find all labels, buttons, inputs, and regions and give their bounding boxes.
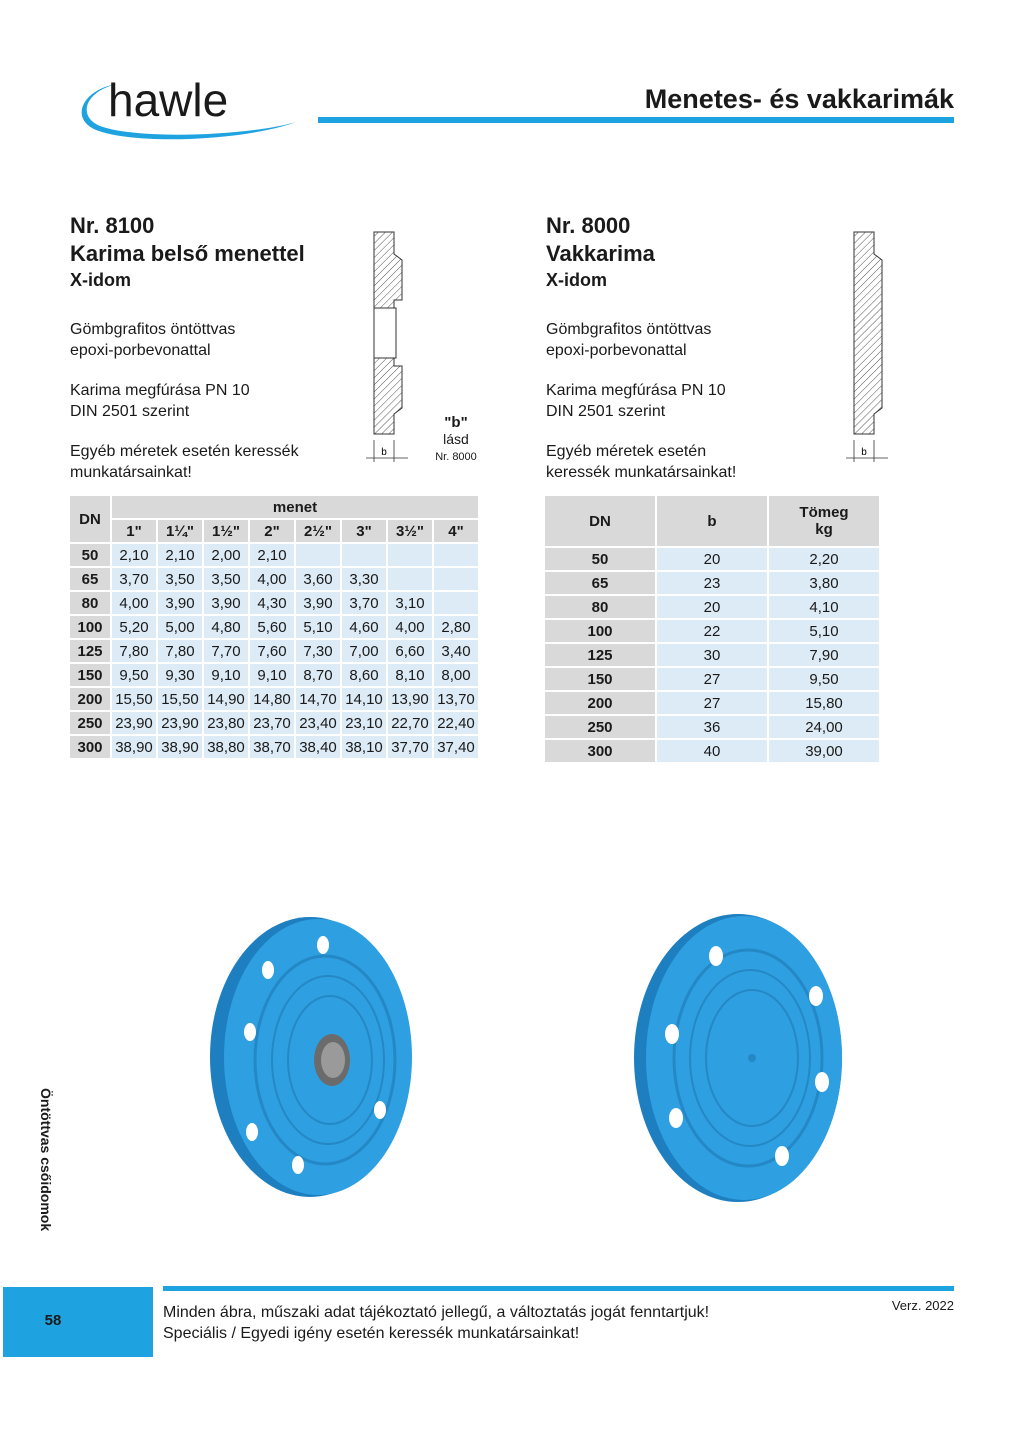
weight-cell: 5,10	[769, 620, 879, 642]
table-row	[70, 568, 478, 590]
weight-cell: 9,10	[204, 664, 248, 686]
weight-cell: 8,10	[388, 664, 432, 686]
weight-cell: 5,10	[296, 616, 340, 638]
column-header: 2"	[250, 520, 294, 542]
dn-cell: 200	[545, 692, 655, 714]
material-line: epoxi-porbevonattal	[70, 342, 211, 359]
weight-cell: 3,60	[296, 568, 340, 590]
dn-cell: 150	[70, 664, 110, 686]
blind-flange-drawing	[846, 230, 888, 462]
weight-cell: 14,70	[296, 688, 340, 710]
weight-cell: 8,60	[342, 664, 386, 686]
column-header: 4"	[434, 520, 478, 542]
b-cell: 30	[657, 644, 767, 666]
weight-cell: 4,00	[388, 616, 432, 638]
dn-cell: 50	[70, 544, 110, 566]
weight-cell: 5,00	[158, 616, 202, 638]
table-row	[70, 688, 478, 710]
table-row	[70, 664, 478, 686]
weight-cell: 6,60	[388, 640, 432, 662]
disclaimer-line: Minden ábra, műszaki adat tájékoztató jellegű, a változtatás jogát fenntartjuk!	[163, 1304, 710, 1321]
column-header: 1"	[112, 520, 156, 542]
weight-cell: 23,70	[250, 712, 294, 734]
weight-cell: 23,10	[342, 712, 386, 734]
table-row	[70, 712, 478, 734]
weight-cell: 3,70	[342, 592, 386, 614]
drilling-line: Karima megfúrása PN 10	[70, 382, 250, 399]
weight-cell: 3,80	[769, 572, 879, 594]
weight-cell: 2,80	[434, 616, 478, 638]
weight-cell: 22,70	[388, 712, 432, 734]
weight-cell	[296, 544, 340, 566]
version-label: Verz. 2022	[891, 1298, 954, 1313]
weight-cell: 3,50	[158, 568, 202, 590]
weight-cell: 15,50	[112, 688, 156, 710]
weight-cell: 38,90	[112, 736, 156, 758]
threaded-flange-photo	[200, 912, 420, 1202]
see-reference	[426, 414, 486, 466]
dn-cell: 65	[545, 572, 655, 594]
weight-cell: 39,00	[769, 740, 879, 762]
column-group-header: menet	[112, 496, 478, 518]
left-product-description	[70, 319, 299, 483]
table-row	[545, 596, 879, 618]
see-ref: Nr. 8000	[435, 451, 477, 463]
weight-cell: 2,10	[112, 544, 156, 566]
weight-cell	[342, 544, 386, 566]
weight-cell: 23,40	[296, 712, 340, 734]
weight-cell: 15,80	[769, 692, 879, 714]
product-name: Karima belső menettel	[70, 241, 305, 266]
weight-cell: 7,00	[342, 640, 386, 662]
weight-cell	[388, 568, 432, 590]
note-line: Egyéb méretek esetén keressék	[70, 443, 299, 460]
weight-cell: 2,00	[204, 544, 248, 566]
weight-cell: 3,90	[204, 592, 248, 614]
product-number: Nr. 8100	[70, 213, 155, 238]
dn-cell: 50	[545, 548, 655, 570]
dn-cell: 300	[70, 736, 110, 758]
table-row	[545, 692, 879, 714]
table-row	[545, 716, 879, 738]
weight-cell: 4,80	[204, 616, 248, 638]
weight-cell: 4,00	[250, 568, 294, 590]
blind-flange-table	[543, 494, 881, 764]
column-header-dn: DN	[70, 496, 110, 542]
weight-cell	[434, 568, 478, 590]
weight-cell: 5,60	[250, 616, 294, 638]
dn-cell: 65	[70, 568, 110, 590]
right-product-description	[546, 319, 736, 483]
product-subtitle: X-idom	[546, 270, 607, 290]
section-label-text: Öntöttvas csőidomok	[38, 1088, 54, 1232]
weight-cell: 7,30	[296, 640, 340, 662]
column-header: 1½"	[204, 520, 248, 542]
dn-cell: 80	[70, 592, 110, 614]
table-row	[545, 620, 879, 642]
b-cell: 22	[657, 620, 767, 642]
drawing-dimension-label: b	[381, 447, 387, 458]
weight-cell: 3,90	[296, 592, 340, 614]
weight-cell	[434, 544, 478, 566]
column-header-dn: DN	[545, 496, 655, 546]
dn-cell: 80	[545, 596, 655, 618]
dn-cell: 250	[545, 716, 655, 738]
drilling-line: DIN 2501 szerint	[546, 403, 666, 420]
product-subtitle: X-idom	[70, 270, 131, 290]
column-header: 1¼"	[158, 520, 202, 542]
title-rule	[318, 117, 954, 123]
weight-cell: 3,70	[112, 568, 156, 590]
dn-cell: 300	[545, 740, 655, 762]
dn-cell: 100	[545, 620, 655, 642]
weight-cell: 9,30	[158, 664, 202, 686]
weight-cell: 8,70	[296, 664, 340, 686]
weight-cell: 15,50	[158, 688, 202, 710]
b-cell: 27	[657, 692, 767, 714]
table-row	[70, 616, 478, 638]
weight-cell: 24,00	[769, 716, 879, 738]
b-cell: 20	[657, 548, 767, 570]
page-number: 58	[44, 1312, 62, 1329]
dn-cell: 200	[70, 688, 110, 710]
product-number: Nr. 8000	[546, 213, 631, 238]
weight-cell: 9,10	[250, 664, 294, 686]
weight-cell: 7,60	[250, 640, 294, 662]
weight-cell: 38,40	[296, 736, 340, 758]
weight-cell	[388, 544, 432, 566]
drilling-line: DIN 2501 szerint	[70, 403, 190, 420]
weight-cell: 13,90	[388, 688, 432, 710]
weight-cell: 7,80	[112, 640, 156, 662]
weight-cell: 38,70	[250, 736, 294, 758]
mass-header-unit: kg	[815, 521, 833, 538]
footer-rule	[163, 1286, 954, 1291]
weight-cell: 3,10	[388, 592, 432, 614]
table-row	[70, 640, 478, 662]
b-cell: 36	[657, 716, 767, 738]
column-header: 3"	[342, 520, 386, 542]
note-line: munkatársainkat!	[70, 464, 192, 481]
section-side-label	[30, 1088, 60, 1268]
weight-cell: 8,00	[434, 664, 478, 686]
weight-cell: 38,90	[158, 736, 202, 758]
footer-disclaimer	[163, 1302, 709, 1344]
weight-cell: 23,80	[204, 712, 248, 734]
weight-cell: 4,10	[769, 596, 879, 618]
threaded-flange-drawing	[366, 230, 408, 462]
weight-cell: 3,50	[204, 568, 248, 590]
table-row	[545, 644, 879, 666]
weight-cell: 7,80	[158, 640, 202, 662]
b-cell: 20	[657, 596, 767, 618]
weight-cell: 23,90	[158, 712, 202, 734]
table-row	[545, 668, 879, 690]
weight-cell: 3,90	[158, 592, 202, 614]
material-line: Gömbgrafitos öntöttvas	[546, 321, 712, 338]
page-title: Menetes- és vakkarimák	[644, 84, 954, 114]
dn-cell: 125	[70, 640, 110, 662]
hawle-logo	[78, 70, 308, 150]
table-row	[545, 740, 879, 762]
column-header: 3½"	[388, 520, 432, 542]
table-row	[70, 544, 478, 566]
weight-cell: 3,30	[342, 568, 386, 590]
weight-cell: 9,50	[112, 664, 156, 686]
dn-cell: 125	[545, 644, 655, 666]
material-line: Gömbgrafitos öntöttvas	[70, 321, 236, 338]
drawing-dimension-label: b	[861, 447, 867, 458]
mass-header-line: Tömeg	[799, 504, 849, 521]
see-word: lásd	[443, 431, 469, 447]
logo-text: hawle	[108, 74, 229, 126]
note-line: keressék munkatársainkat!	[546, 464, 737, 481]
weight-cell: 14,10	[342, 688, 386, 710]
see-quote: "b"	[444, 414, 468, 431]
product-name: Vakkarima	[546, 241, 655, 266]
right-product-heading	[546, 212, 655, 292]
weight-cell: 7,90	[769, 644, 879, 666]
table-row	[545, 548, 879, 570]
table-row	[70, 592, 478, 614]
weight-cell: 2,10	[158, 544, 202, 566]
weight-cell: 38,10	[342, 736, 386, 758]
weight-cell: 2,20	[769, 548, 879, 570]
weight-cell: 5,20	[112, 616, 156, 638]
weight-cell: 38,80	[204, 736, 248, 758]
blind-flange-photo	[632, 910, 852, 1210]
weight-cell: 4,00	[112, 592, 156, 614]
b-cell: 23	[657, 572, 767, 594]
note-line: Egyéb méretek esetén	[546, 443, 707, 460]
weight-cell: 2,10	[250, 544, 294, 566]
weight-cell: 7,70	[204, 640, 248, 662]
drilling-line: Karima megfúrása PN 10	[546, 382, 726, 399]
weight-cell: 14,80	[250, 688, 294, 710]
dn-cell: 250	[70, 712, 110, 734]
weight-cell: 14,90	[204, 688, 248, 710]
weight-cell: 37,70	[388, 736, 432, 758]
weight-cell: 23,90	[112, 712, 156, 734]
weight-cell: 37,40	[434, 736, 478, 758]
dn-cell: 100	[70, 616, 110, 638]
weight-cell: 13,70	[434, 688, 478, 710]
weight-cell: 4,30	[250, 592, 294, 614]
column-header: 2½"	[296, 520, 340, 542]
threaded-flange-table	[68, 494, 480, 760]
material-line: epoxi-porbevonattal	[546, 342, 687, 359]
weight-cell: 22,40	[434, 712, 478, 734]
column-header-b: b	[657, 496, 767, 546]
b-cell: 40	[657, 740, 767, 762]
left-product-heading	[70, 212, 305, 292]
b-cell: 27	[657, 668, 767, 690]
weight-cell	[434, 592, 478, 614]
weight-cell: 3,40	[434, 640, 478, 662]
table-row	[70, 736, 478, 758]
column-header-mass	[769, 496, 879, 546]
table-row	[545, 572, 879, 594]
dn-cell: 150	[545, 668, 655, 690]
disclaimer-line: Speciális / Egyedi igény esetén keressék munkatársainkat!	[163, 1325, 580, 1342]
weight-cell: 9,50	[769, 668, 879, 690]
weight-cell: 4,60	[342, 616, 386, 638]
